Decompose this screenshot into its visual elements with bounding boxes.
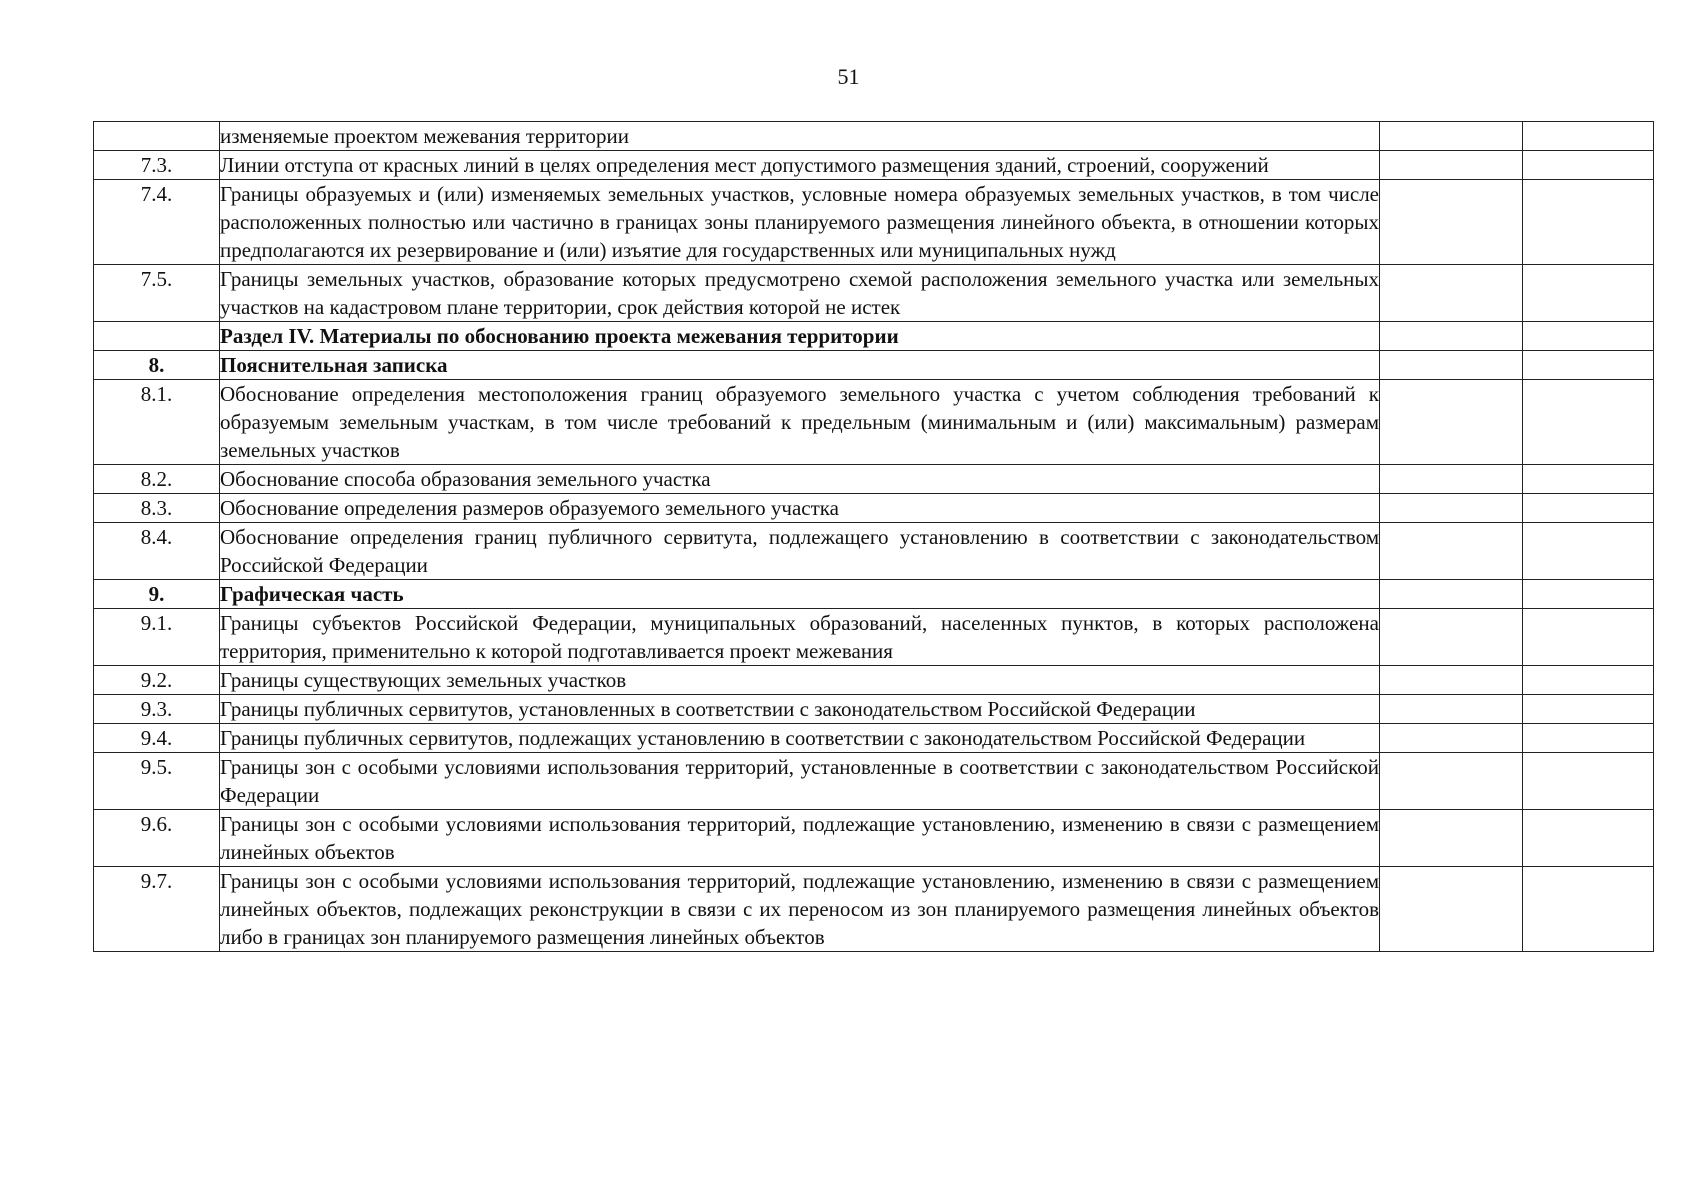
row-description: изменяемые проектом межевания территории bbox=[220, 122, 1380, 151]
table-row bbox=[94, 810, 1654, 867]
blank-cell-b bbox=[1523, 380, 1654, 465]
row-description: Линии отступа от красных линий в целях определения мест допустимого размещения зданий, строений, сооружений bbox=[220, 151, 1380, 180]
row-description: Границы зон с особыми условиями использования территорий, подлежащие установлению, изменению в связи с размещением линейных объектов, подлежащих реконструкции в связи с их переносом из зон планируемого размещения линейных объектов либо в границах зон планируемого размещения линейных объектов bbox=[220, 867, 1380, 952]
blank-cell-a bbox=[1380, 609, 1523, 666]
table-body bbox=[94, 122, 1654, 952]
blank-cell-b bbox=[1523, 580, 1654, 609]
table-row bbox=[94, 380, 1654, 465]
blank-cell-b bbox=[1523, 265, 1654, 322]
table-row bbox=[94, 265, 1654, 322]
row-number: 9.1. bbox=[94, 609, 220, 666]
blank-cell-b bbox=[1523, 609, 1654, 666]
blank-cell-a bbox=[1380, 523, 1523, 580]
table-row bbox=[94, 494, 1654, 523]
row-number: 8.4. bbox=[94, 523, 220, 580]
table-row bbox=[94, 695, 1654, 724]
table-row bbox=[94, 867, 1654, 952]
table-row bbox=[94, 322, 1654, 351]
row-description: Границы субъектов Российской Федерации, муниципальных образований, населенных пунктов, в которых расположена территория, применительно к которой подготавливается проект межевания bbox=[220, 609, 1380, 666]
row-description: Обоснование определения границ публичного сервитута, подлежащего установлению в соответствии с законодательством Российской Федерации bbox=[220, 523, 1380, 580]
row-description: Обоснование определения местоположения границ образуемого земельного участка с учетом соблюдения требований к образуемым земельным участкам, в том числе требований к предельным (минимальным и (или) максимальным) размерам земельных участков bbox=[220, 380, 1380, 465]
blank-cell-b bbox=[1523, 695, 1654, 724]
blank-cell-b bbox=[1523, 810, 1654, 867]
row-description: Границы существующих земельных участков bbox=[220, 666, 1380, 695]
blank-cell-b bbox=[1523, 465, 1654, 494]
row-number bbox=[94, 322, 220, 351]
row-number: 9.2. bbox=[94, 666, 220, 695]
row-number: 7.3. bbox=[94, 151, 220, 180]
blank-cell-b bbox=[1523, 523, 1654, 580]
blank-cell-a bbox=[1380, 580, 1523, 609]
section-heading: Графическая часть bbox=[220, 580, 1380, 609]
table-row bbox=[94, 580, 1654, 609]
blank-cell-a bbox=[1380, 666, 1523, 695]
row-number bbox=[94, 122, 220, 151]
blank-cell-b bbox=[1523, 666, 1654, 695]
row-number: 9.7. bbox=[94, 867, 220, 952]
row-description: Границы зон с особыми условиями использования территорий, установленные в соответствии с законодательством Российской Федерации bbox=[220, 753, 1380, 810]
row-number: 8.3. bbox=[94, 494, 220, 523]
table-row bbox=[94, 151, 1654, 180]
row-number: 8. bbox=[94, 351, 220, 380]
table-row bbox=[94, 122, 1654, 151]
blank-cell-a bbox=[1380, 494, 1523, 523]
blank-cell-b bbox=[1523, 867, 1654, 952]
blank-cell-a bbox=[1380, 151, 1523, 180]
table-row bbox=[94, 753, 1654, 810]
section-heading: Раздел IV. Материалы по обоснованию проекта межевания территории bbox=[220, 322, 1380, 351]
table-row bbox=[94, 666, 1654, 695]
table-row bbox=[94, 351, 1654, 380]
page-number: 51 bbox=[837, 64, 860, 89]
table-row bbox=[94, 180, 1654, 265]
blank-cell-b bbox=[1523, 151, 1654, 180]
blank-cell-a bbox=[1380, 867, 1523, 952]
table-row bbox=[94, 465, 1654, 494]
blank-cell-a bbox=[1380, 465, 1523, 494]
blank-cell-b bbox=[1523, 351, 1654, 380]
blank-cell-b bbox=[1523, 122, 1654, 151]
row-description: Границы образуемых и (или) изменяемых земельных участков, условные номера образуемых земельных участков, в том числе расположенных полностью или частично в границах зоны планируемого размещения линейного объекта, в отношении которых предполагаются их резервирование и (или) изъятие для государственных или муниципальных нужд bbox=[220, 180, 1380, 265]
blank-cell-b bbox=[1523, 753, 1654, 810]
row-number: 8.1. bbox=[94, 380, 220, 465]
row-description: Границы земельных участков, образование которых предусмотрено схемой расположения земельного участка или земельных участков на кадастровом плане территории, срок действия которой не истек bbox=[220, 265, 1380, 322]
blank-cell-a bbox=[1380, 351, 1523, 380]
blank-cell-a bbox=[1380, 322, 1523, 351]
row-description: Обоснование определения размеров образуемого земельного участка bbox=[220, 494, 1380, 523]
row-number: 9.3. bbox=[94, 695, 220, 724]
row-description: Границы публичных сервитутов, установленных в соответствии с законодательством Российской Федерации bbox=[220, 695, 1380, 724]
row-number: 9.6. bbox=[94, 810, 220, 867]
blank-cell-b bbox=[1523, 180, 1654, 265]
blank-cell-a bbox=[1380, 265, 1523, 322]
document-table bbox=[93, 121, 1654, 952]
blank-cell-a bbox=[1380, 724, 1523, 753]
blank-cell-a bbox=[1380, 810, 1523, 867]
row-number: 9.4. bbox=[94, 724, 220, 753]
blank-cell-a bbox=[1380, 180, 1523, 265]
blank-cell-a bbox=[1380, 122, 1523, 151]
table-row bbox=[94, 724, 1654, 753]
blank-cell-a bbox=[1380, 695, 1523, 724]
blank-cell-a bbox=[1380, 380, 1523, 465]
row-description: Границы публичных сервитутов, подлежащих установлению в соответствии с законодательством Российской Федерации bbox=[220, 724, 1380, 753]
row-number: 8.2. bbox=[94, 465, 220, 494]
row-number: 7.4. bbox=[94, 180, 220, 265]
blank-cell-b bbox=[1523, 724, 1654, 753]
table-row bbox=[94, 609, 1654, 666]
table-row bbox=[94, 523, 1654, 580]
section-heading: Пояснительная записка bbox=[220, 351, 1380, 380]
row-number: 9. bbox=[94, 580, 220, 609]
row-description: Границы зон с особыми условиями использования территорий, подлежащие установлению, изменению в связи с размещением линейных объектов bbox=[220, 810, 1380, 867]
row-number: 9.5. bbox=[94, 753, 220, 810]
row-number: 7.5. bbox=[94, 265, 220, 322]
blank-cell-b bbox=[1523, 322, 1654, 351]
blank-cell-b bbox=[1523, 494, 1654, 523]
blank-cell-a bbox=[1380, 753, 1523, 810]
row-description: Обоснование способа образования земельного участка bbox=[220, 465, 1380, 494]
